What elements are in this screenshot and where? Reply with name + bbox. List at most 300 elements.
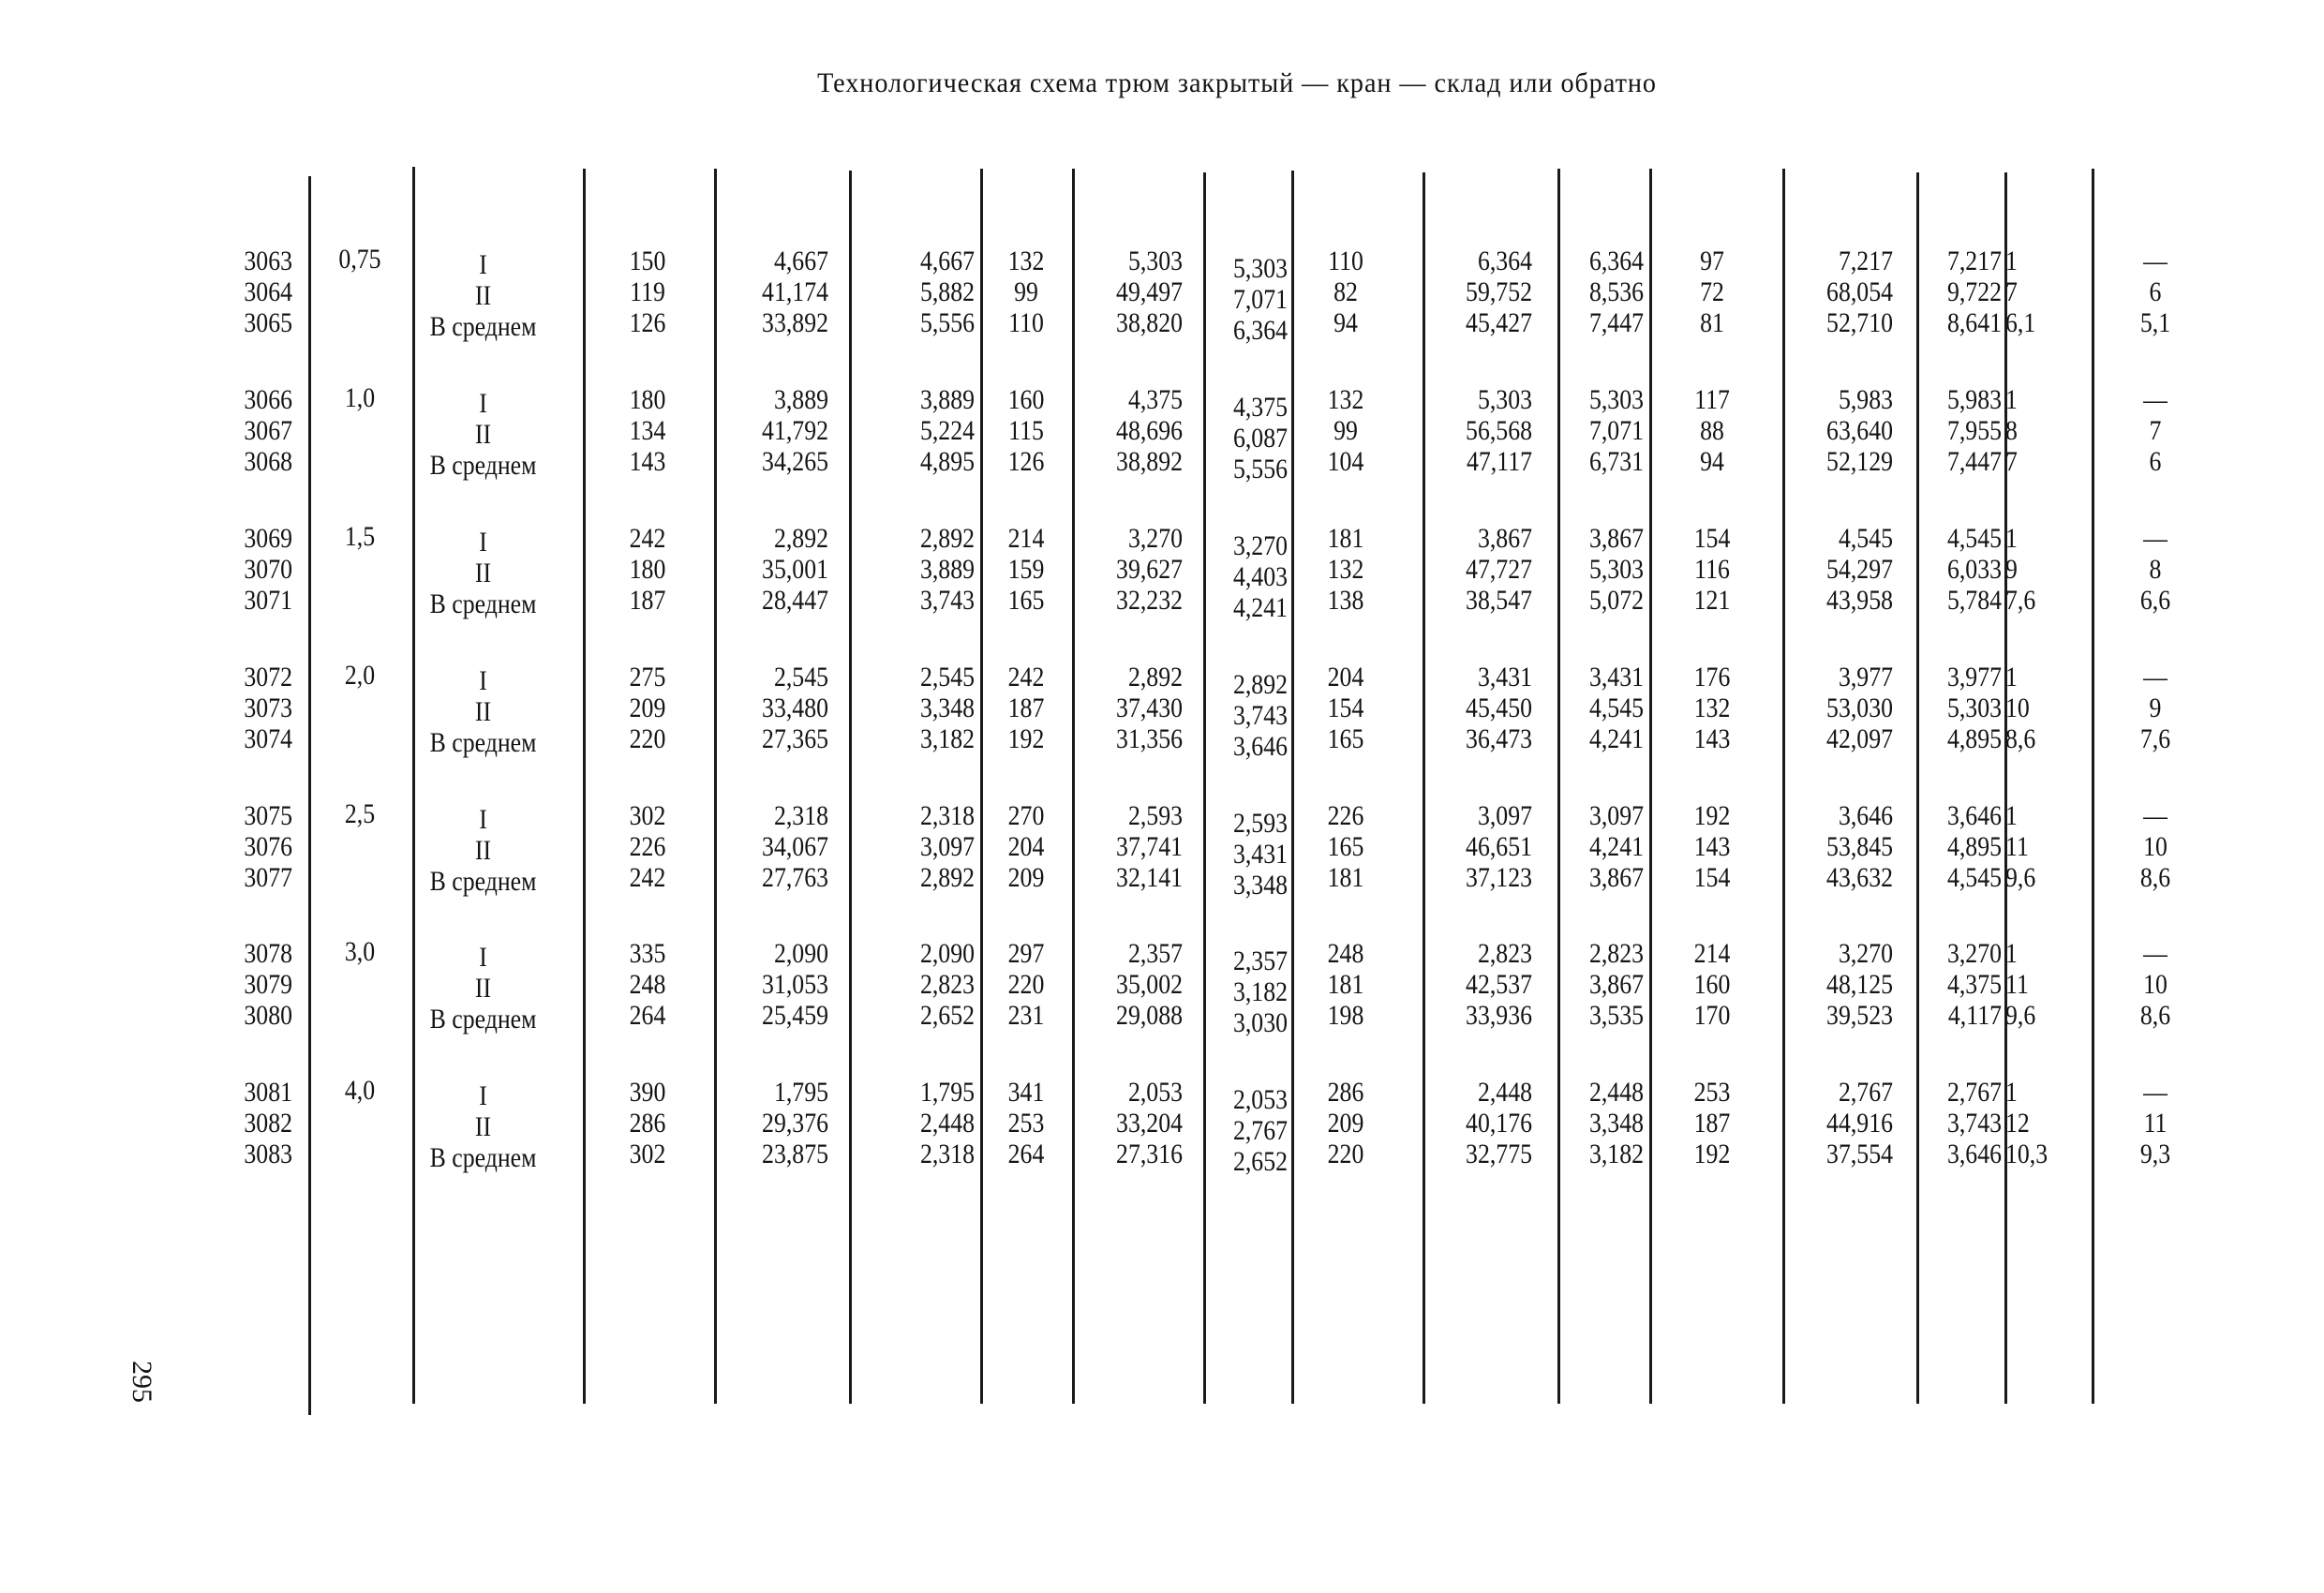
shift-label: II (474, 696, 492, 727)
page-number: 295 (127, 1361, 157, 1403)
shift-label: I (479, 804, 487, 835)
table-cell: 3,270 (1946, 938, 2002, 969)
table-cell: 2,823 (919, 969, 975, 1000)
shift-label: В среднем (429, 450, 537, 481)
table-cell: 11 (2143, 1108, 2168, 1139)
table-cell: 6,364 (1588, 246, 1644, 276)
table-cell: 31,053 (762, 969, 828, 1000)
table-cell: 214 (1007, 523, 1045, 554)
table-cell: 192 (1007, 723, 1045, 754)
table-cell: 10,3 (2005, 1139, 2048, 1169)
table-cell: — (2143, 246, 2168, 276)
table-cell: 1 (2005, 523, 2018, 554)
table-cell: 302 (629, 800, 666, 831)
table-cell: 41,792 (762, 415, 828, 446)
table-cell: 42,097 (1826, 723, 1893, 754)
table-cell: 46,651 (1466, 831, 1532, 862)
table-cell: 2,357 (1232, 945, 1288, 976)
shift-label: II (474, 973, 492, 1004)
row-number: 3071 (244, 585, 292, 616)
table-cell: 154 (1327, 692, 1364, 723)
table-cell: 3,646 (1946, 800, 2002, 831)
table-cell: — (2143, 938, 2168, 969)
table-cell: 220 (629, 723, 666, 754)
table-cell: 3,097 (1477, 800, 1532, 831)
row-number: 3072 (244, 662, 292, 692)
table-cell: 8,641 (1946, 307, 2002, 338)
table-cell: 5,784 (1946, 585, 2002, 616)
row-number: 3081 (244, 1077, 292, 1108)
shift-label: II (474, 419, 492, 450)
row-number: 3078 (244, 938, 292, 969)
table-cell: 2,357 (1127, 938, 1183, 969)
table-cell: 6,1 (2005, 307, 2036, 338)
table-cell: 181 (1327, 523, 1364, 554)
table-cell: 82 (1333, 276, 1358, 307)
table-cell: 3,743 (919, 585, 975, 616)
table-cell: 248 (629, 969, 666, 1000)
table-cell: 5,1 (2139, 307, 2171, 338)
column-rule (849, 171, 852, 1404)
table-cell: 2,318 (919, 800, 975, 831)
table-cell: 341 (1007, 1077, 1045, 1108)
table-cell: 8,6 (2005, 723, 2036, 754)
column-rule (1072, 169, 1075, 1404)
table-cell: 7,447 (1946, 446, 2002, 477)
table-cell: 3,977 (1838, 662, 1893, 692)
row-number: 3076 (244, 831, 292, 862)
table-cell: 2,892 (773, 523, 828, 554)
group-parameter: 4,0 (344, 1075, 376, 1106)
table-cell: 115 (1008, 415, 1044, 446)
table-cell: 5,303 (1477, 384, 1532, 415)
table-cell: 2,545 (919, 662, 975, 692)
table-cell: 1 (2005, 800, 2018, 831)
table-cell: 181 (1327, 969, 1364, 1000)
table-cell: 6,731 (1588, 446, 1644, 477)
table-cell: 81 (1700, 307, 1724, 338)
table-cell: 104 (1327, 446, 1364, 477)
table-cell: 5,303 (1588, 384, 1644, 415)
table-cell: 7,955 (1946, 415, 2002, 446)
table-cell: 3,431 (1232, 839, 1288, 870)
table-cell: 2,892 (919, 862, 975, 893)
table-cell: 4,241 (1232, 592, 1288, 623)
table-cell: 28,447 (762, 585, 828, 616)
table-cell: 110 (1008, 307, 1044, 338)
table-cell: 36,473 (1466, 723, 1532, 754)
table-cell: 176 (1693, 662, 1731, 692)
table-cell: 97 (1700, 246, 1724, 276)
table-cell: 3,270 (1838, 938, 1893, 969)
table-cell: 7,217 (1838, 246, 1893, 276)
shift-label: I (479, 249, 487, 280)
table-cell: 165 (1007, 585, 1045, 616)
table-cell: 10 (2005, 692, 2030, 723)
table-cell: 10 (2143, 831, 2168, 862)
table-cell: 9 (2149, 692, 2162, 723)
table-cell: 2,767 (1232, 1115, 1288, 1146)
table-cell: 47,117 (1467, 446, 1532, 477)
table-cell: 209 (629, 692, 666, 723)
row-number: 3082 (244, 1108, 292, 1139)
table-cell: 7,071 (1588, 415, 1644, 446)
column-rule (714, 169, 717, 1404)
table-cell: 41,174 (762, 276, 828, 307)
table-cell: 4,545 (1838, 523, 1893, 554)
row-number: 3074 (244, 723, 292, 754)
table-cell: 209 (1007, 862, 1045, 893)
table-cell: 2,892 (1232, 669, 1288, 700)
column-rule (1782, 169, 1785, 1404)
table-cell: 3,867 (1588, 523, 1644, 554)
table-cell: 27,316 (1116, 1139, 1183, 1169)
table-cell: 34,265 (762, 446, 828, 477)
table-cell: 34,067 (762, 831, 828, 862)
table-cell: 3,867 (1477, 523, 1532, 554)
table-cell: 214 (1693, 938, 1731, 969)
table-cell: 9,6 (2005, 1000, 2036, 1031)
table-cell: 27,365 (762, 723, 828, 754)
table-cell: 5,983 (1946, 384, 2002, 415)
table-cell: 181 (1327, 862, 1364, 893)
shift-label: II (474, 1111, 492, 1142)
group-parameter: 2,0 (344, 660, 376, 691)
table-cell: 220 (1327, 1139, 1364, 1169)
table-cell: 4,375 (1232, 392, 1288, 423)
table-cell: 7,217 (1946, 246, 2002, 276)
row-number: 3077 (244, 862, 292, 893)
group-parameter: 1,5 (344, 521, 376, 552)
table-cell: 94 (1700, 446, 1724, 477)
table-cell: 4,545 (1946, 862, 2002, 893)
row-number: 3070 (244, 554, 292, 585)
table-cell: 132 (1007, 246, 1045, 276)
table-cell: 3,097 (1588, 800, 1644, 831)
table-cell: 47,727 (1466, 554, 1532, 585)
table-cell: 192 (1693, 1139, 1731, 1169)
shift-label: II (474, 835, 492, 866)
table-cell: 143 (1693, 723, 1731, 754)
column-rule (2092, 169, 2094, 1404)
table-cell: 335 (629, 938, 666, 969)
table-cell: 29,376 (762, 1108, 828, 1139)
table-cell: 8 (2005, 415, 2018, 446)
table-cell: 1,795 (773, 1077, 828, 1108)
table-cell: 180 (629, 384, 666, 415)
table-cell: 9,3 (2139, 1139, 2171, 1169)
table-cell: 160 (1693, 969, 1731, 1000)
table-cell: 220 (1007, 969, 1045, 1000)
table-cell: 99 (1014, 276, 1038, 307)
column-rule (583, 169, 586, 1404)
table-cell: 132 (1327, 384, 1364, 415)
column-rule (1423, 172, 1425, 1404)
table-cell: 1 (2005, 938, 2018, 969)
table-cell: 7,447 (1588, 307, 1644, 338)
table-cell: 4,667 (773, 246, 828, 276)
table-cell: 3,743 (1946, 1108, 2002, 1139)
table-cell: 40,176 (1466, 1108, 1532, 1139)
table-cell: 165 (1327, 723, 1364, 754)
table-cell: 37,741 (1116, 831, 1183, 862)
table-cell: 2,767 (1838, 1077, 1893, 1108)
table-cell: 38,820 (1116, 307, 1183, 338)
column-rule (1649, 169, 1652, 1404)
table-cell: 253 (1693, 1077, 1731, 1108)
table-cell: 264 (1007, 1139, 1045, 1169)
table-cell: 5,556 (1232, 454, 1288, 484)
table-cell: 38,892 (1116, 446, 1183, 477)
table-cell: 3,646 (1232, 731, 1288, 762)
table-cell: 3,535 (1588, 1000, 1644, 1031)
table-cell: 33,936 (1466, 1000, 1532, 1031)
table-cell: 8,6 (2139, 862, 2171, 893)
table-cell: 2,593 (1232, 808, 1288, 839)
table-cell: 37,123 (1466, 862, 1532, 893)
table-cell: 25,459 (762, 1000, 828, 1031)
table-cell: 198 (1327, 1000, 1364, 1031)
table-cell: 160 (1007, 384, 1045, 415)
table-cell: 7,6 (2139, 723, 2171, 754)
table-cell: 286 (629, 1108, 666, 1139)
table-cell: 45,427 (1466, 307, 1532, 338)
table-cell: 6,6 (2139, 585, 2171, 616)
table-cell: 2,652 (1232, 1146, 1288, 1177)
table-cell: 6,364 (1477, 246, 1532, 276)
column-rule (1291, 171, 1294, 1404)
shift-label: I (479, 665, 487, 696)
table-cell: 2,318 (919, 1139, 975, 1169)
table-cell: 248 (1327, 938, 1364, 969)
table-cell: 2,053 (1232, 1084, 1288, 1115)
table-cell: 9 (2005, 554, 2018, 585)
table-cell: 242 (629, 523, 666, 554)
table-cell: 209 (1327, 1108, 1364, 1139)
column-rule (1557, 169, 1560, 1404)
table-cell: 32,775 (1466, 1139, 1532, 1169)
table-cell: 2,823 (1477, 938, 1532, 969)
table-cell: 5,303 (1588, 554, 1644, 585)
table-cell: 3,348 (919, 692, 975, 723)
table-cell: 165 (1327, 831, 1364, 862)
table-cell: 4,667 (919, 246, 975, 276)
table-cell: 39,523 (1826, 1000, 1893, 1031)
table-cell: 35,001 (762, 554, 828, 585)
table-cell: 2,823 (1588, 938, 1644, 969)
table-cell: 45,450 (1466, 692, 1532, 723)
table-cell: 226 (1327, 800, 1364, 831)
table-cell: 5,303 (1232, 253, 1288, 284)
table-cell: 49,497 (1116, 276, 1183, 307)
shift-label: II (474, 280, 492, 311)
table-cell: 3,977 (1946, 662, 2002, 692)
table-cell: 3,867 (1588, 862, 1644, 893)
row-number: 3083 (244, 1139, 292, 1169)
column-rule (1916, 172, 1919, 1404)
shift-label: I (479, 942, 487, 973)
table-cell: 11 (2005, 831, 2029, 862)
table-cell: — (2143, 523, 2168, 554)
shift-label: В среднем (429, 866, 537, 897)
table-cell: 43,958 (1826, 585, 1893, 616)
shift-label: В среднем (429, 311, 537, 342)
table-cell: 7 (2149, 415, 2162, 446)
table-cell: 31,356 (1116, 723, 1183, 754)
table-cell: 7,071 (1232, 284, 1288, 315)
shift-label: В среднем (429, 588, 537, 619)
table-cell: 9,6 (2005, 862, 2036, 893)
table-cell: 187 (1007, 692, 1045, 723)
table-cell: 5,983 (1838, 384, 1893, 415)
table-cell: 5,303 (1127, 246, 1183, 276)
table-cell: 2,545 (773, 662, 828, 692)
table-cell: — (2143, 662, 2168, 692)
row-number: 3079 (244, 969, 292, 1000)
table-cell: 6,364 (1232, 315, 1288, 346)
table-cell: 4,895 (1946, 723, 2002, 754)
table-cell: 63,640 (1826, 415, 1893, 446)
table-cell: 143 (1693, 831, 1731, 862)
table-cell: 5,303 (1946, 692, 2002, 723)
group-parameter: 0,75 (338, 244, 381, 275)
column-rule (980, 169, 983, 1404)
shift-label: В среднем (429, 727, 537, 758)
table-cell: 54,297 (1826, 554, 1893, 585)
table-cell: 4,375 (1946, 969, 2002, 1000)
table-cell: 126 (1007, 446, 1045, 477)
table-cell: 297 (1007, 938, 1045, 969)
column-rule (308, 176, 311, 1415)
table-cell: 11 (2005, 969, 2029, 1000)
table-cell: 187 (1693, 1108, 1731, 1139)
table-cell: 23,875 (762, 1139, 828, 1169)
table-cell: 170 (1693, 1000, 1731, 1031)
table-cell: 132 (1327, 554, 1364, 585)
table-cell: 117 (1694, 384, 1730, 415)
table-cell: — (2143, 1077, 2168, 1108)
table-cell: 39,627 (1116, 554, 1183, 585)
table-cell: 253 (1007, 1108, 1045, 1139)
table-cell: 94 (1333, 307, 1358, 338)
table-cell: 59,752 (1466, 276, 1532, 307)
shift-label: I (479, 388, 487, 419)
table-cell: 5,882 (919, 276, 975, 307)
table-cell: 7 (2005, 276, 2018, 307)
table-cell: 43,632 (1826, 862, 1893, 893)
row-number: 3065 (244, 307, 292, 338)
row-number: 3073 (244, 692, 292, 723)
table-cell: 27,763 (762, 862, 828, 893)
table-cell: 7,6 (2005, 585, 2036, 616)
table-cell: 9,722 (1946, 276, 2002, 307)
table-cell: 192 (1693, 800, 1731, 831)
table-cell: 2,448 (1588, 1077, 1644, 1108)
column-rule (1203, 172, 1206, 1404)
table-cell: 3,270 (1232, 530, 1288, 561)
table-cell: 4,375 (1127, 384, 1183, 415)
row-number: 3080 (244, 1000, 292, 1031)
table-cell: 3,097 (919, 831, 975, 862)
table-cell: 2,892 (919, 523, 975, 554)
table-cell: 6,087 (1232, 423, 1288, 454)
table-cell: 119 (630, 276, 665, 307)
table-cell: 3,348 (1232, 870, 1288, 901)
row-number: 3063 (244, 246, 292, 276)
table-cell: 52,129 (1826, 446, 1893, 477)
row-number: 3067 (244, 415, 292, 446)
table-cell: 1 (2005, 246, 2018, 276)
table-cell: 33,892 (762, 307, 828, 338)
table-cell: 38,547 (1466, 585, 1532, 616)
group-parameter: 3,0 (344, 936, 376, 967)
table-cell: 56,568 (1466, 415, 1532, 446)
table-cell: 3,743 (1232, 700, 1288, 731)
table-cell: 1 (2005, 662, 2018, 692)
table-cell: 270 (1007, 800, 1045, 831)
table-cell: 3,182 (919, 723, 975, 754)
shift-label: I (479, 527, 487, 558)
table-cell: 35,002 (1116, 969, 1183, 1000)
table-cell: 68,054 (1826, 276, 1893, 307)
table-cell: 1 (2005, 384, 2018, 415)
table-cell: 33,204 (1116, 1108, 1183, 1139)
table-cell: — (2143, 384, 2168, 415)
table-cell: 302 (629, 1139, 666, 1169)
table-cell: 226 (629, 831, 666, 862)
table-cell: 2,318 (773, 800, 828, 831)
column-rule (2004, 172, 2007, 1404)
table-cell: 72 (1700, 276, 1724, 307)
table-cell: 3,431 (1477, 662, 1532, 692)
table-cell: 3,270 (1127, 523, 1183, 554)
table-cell: 6 (2149, 446, 2162, 477)
table-cell: 1,795 (919, 1077, 975, 1108)
table-cell: 8,536 (1588, 276, 1644, 307)
table-cell: 37,554 (1826, 1139, 1893, 1169)
table-cell: 4,403 (1232, 561, 1288, 592)
table-cell: 2,767 (1946, 1077, 2002, 1108)
table-cell: 110 (1328, 246, 1363, 276)
table-cell: 2,652 (919, 1000, 975, 1031)
table-cell: 242 (629, 862, 666, 893)
table-cell: 52,710 (1826, 307, 1893, 338)
table-cell: 3,182 (1232, 976, 1288, 1007)
table-cell: 132 (1693, 692, 1731, 723)
table-cell: 4,895 (1946, 831, 2002, 862)
table-cell: 154 (1693, 862, 1731, 893)
table-cell: 2,593 (1127, 800, 1183, 831)
table-cell: 12 (2005, 1108, 2030, 1139)
table-cell: 3,646 (1838, 800, 1893, 831)
table-cell: 2,053 (1127, 1077, 1183, 1108)
table-cell: 126 (629, 307, 666, 338)
table-cell: 4,241 (1588, 723, 1644, 754)
shift-label: В среднем (429, 1142, 537, 1173)
table-cell: 150 (629, 246, 666, 276)
shift-label: I (479, 1080, 487, 1111)
table-cell: 44,916 (1826, 1108, 1893, 1139)
table-cell: 53,845 (1826, 831, 1893, 862)
table-cell: 42,537 (1466, 969, 1532, 1000)
table-cell: 3,431 (1588, 662, 1644, 692)
table-cell: 154 (1693, 523, 1731, 554)
table-cell: 3,646 (1946, 1139, 2002, 1169)
row-number: 3069 (244, 523, 292, 554)
table-cell: 275 (629, 662, 666, 692)
table-cell: 5,224 (919, 415, 975, 446)
table-cell: 10 (2143, 969, 2168, 1000)
